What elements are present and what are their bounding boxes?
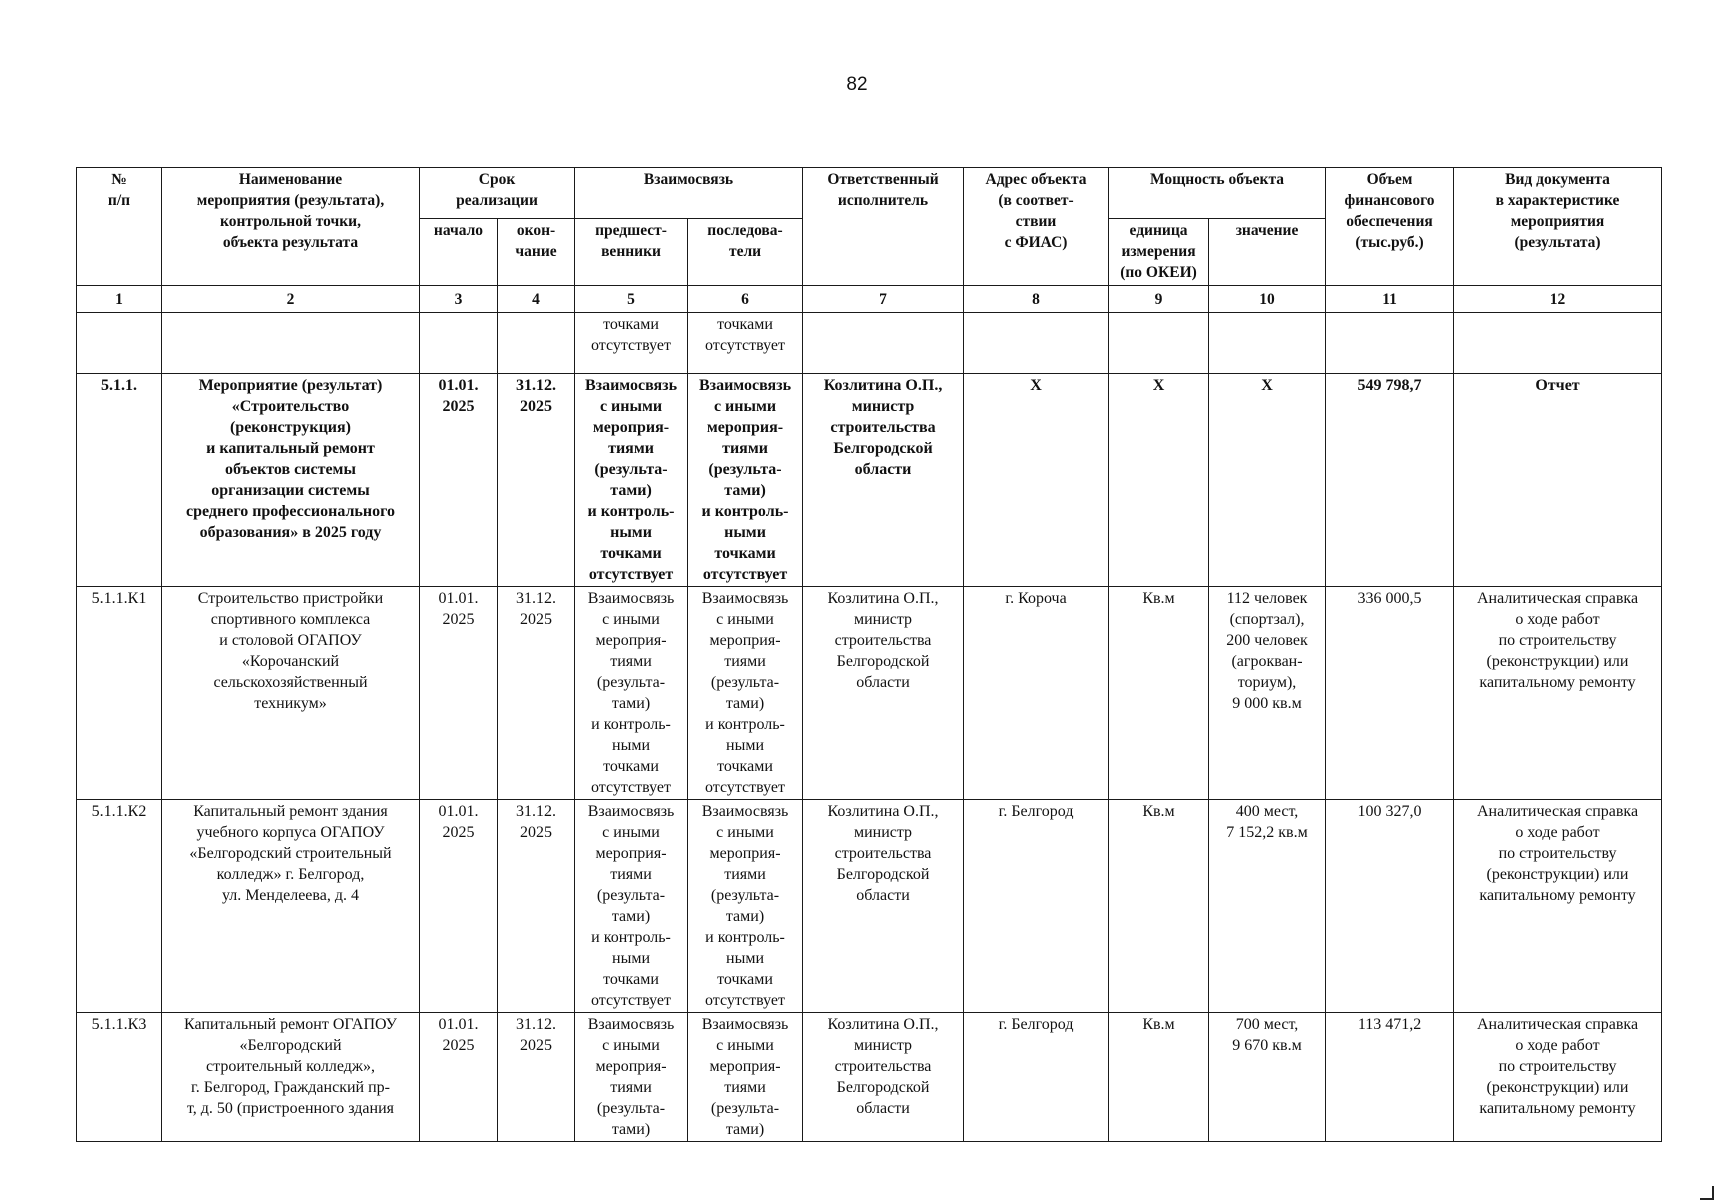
page-number: 82 [846,74,868,95]
row-responsible: Козлитина О.П., министр строительства Белгородской области [803,1013,964,1142]
row-value: 112 человек (спортзал), 200 человек (агрокван- ториум), 9 000 кв.м [1209,587,1326,800]
row-finance: 100 327,0 [1326,800,1454,1013]
row-finance: 549 798,7 [1326,374,1454,587]
row-document: Отчет [1454,374,1662,587]
row-end: 31.12. 2025 [498,800,575,1013]
row-successors: Взаимосвязь с иными мероприя- тиями (результа- тами) и контроль- ными точками отсутствует [688,587,803,800]
column-number: 10 [1209,286,1326,313]
row-number: 5.1.1. [77,374,162,587]
table-row [77,374,1662,587]
row-unit: Кв.м [1109,800,1209,1013]
table-row [77,587,1662,800]
column-number: 9 [1109,286,1209,313]
row-unit: Х [1109,374,1209,587]
header-unit: единица измерения (по ОКЕИ) [1109,219,1209,286]
row-value: Х [1209,374,1326,587]
column-number: 3 [420,286,498,313]
row-end: 31.12. 2025 [498,1013,575,1142]
row-address: Х [964,374,1109,587]
header-term: Срок реализации [420,168,575,219]
row-start: 01.01. 2025 [420,1013,498,1142]
row-number: 5.1.1.К1 [77,587,162,800]
column-numbers-row [77,286,1662,313]
header-responsible: Ответственный исполнитель [803,168,964,286]
row-document: Аналитическая справка о ходе работ по строительству (реконструкции) или капитальному ремонту [1454,1013,1662,1142]
row-predecessors: Взаимосвязь с иными мероприя- тиями (результа- тами) и контроль- ными точками отсутствует [575,800,688,1013]
column-number: 8 [964,286,1109,313]
row-successors: Взаимосвязь с иными мероприя- тиями (результа- тами) [688,1013,803,1142]
header-link: Взаимосвязь [575,168,803,219]
row-unit: Кв.м [1109,1013,1209,1142]
row-unit: Кв.м [1109,587,1209,800]
row-responsible: Козлитина О.П., министр строительства Белгородской области [803,587,964,800]
table-row [77,800,1662,1013]
row-number: 5.1.1.К3 [77,1013,162,1142]
header-successors: последова- тели [688,219,803,286]
column-number: 11 [1326,286,1454,313]
continuation-successors: точками отсутствует [688,313,803,374]
plan-table [76,167,1662,1142]
row-address: г. Белгород [964,1013,1109,1142]
row-end: 31.12. 2025 [498,587,575,800]
row-end: 31.12. 2025 [498,374,575,587]
row-address: г. Короча [964,587,1109,800]
row-document: Аналитическая справка о ходе работ по строительству (реконструкции) или капитальному ремонту [1454,587,1662,800]
header-predecessors: предшест- венники [575,219,688,286]
row-responsible: Козлитина О.П., министр строительства Белгородской области [803,800,964,1013]
row-name: Строительство пристройки спортивного комплекса и столовой ОГАПОУ «Корочанский сельскохозяйственный техникум» [162,587,420,800]
row-predecessors: Взаимосвязь с иными мероприя- тиями (результа- тами) и контроль- ными точками отсутствует [575,374,688,587]
row-number: 5.1.1.К2 [77,800,162,1013]
header-num: № п/п [77,168,162,286]
row-finance: 113 471,2 [1326,1013,1454,1142]
row-value: 700 мест, 9 670 кв.м [1209,1013,1326,1142]
row-address: г. Белгород [964,800,1109,1013]
header-finance: Объем финансового обеспечения (тыс.руб.) [1326,168,1454,286]
row-name: Капитальный ремонт здания учебного корпуса ОГАПОУ «Белгородский строительный колледж» г. Белгород, ул. Менделеева, д. 4 [162,800,420,1013]
column-number: 7 [803,286,964,313]
row-document: Аналитическая справка о ходе работ по строительству (реконструкции) или капитальному ремонту [1454,800,1662,1013]
row-responsible: Козлитина О.П., министр строительства Белгородской области [803,374,964,587]
scan-edge-mark [1700,1186,1714,1200]
header-document: Вид документа в характеристике мероприятия (результата) [1454,168,1662,286]
header-capacity: Мощность объекта [1109,168,1326,219]
column-number: 5 [575,286,688,313]
column-number: 2 [162,286,420,313]
header-value: значение [1209,219,1326,286]
row-successors: Взаимосвязь с иными мероприя- тиями (результа- тами) и контроль- ными точками отсутствует [688,374,803,587]
row-start: 01.01. 2025 [420,374,498,587]
row-predecessors: Взаимосвязь с иными мероприя- тиями (результа- тами) [575,1013,688,1142]
header-end: окон- чание [498,219,575,286]
header-name: Наименование мероприятия (результата), контрольной точки, объекта результата [162,168,420,286]
column-number: 1 [77,286,162,313]
continuation-row [77,313,1662,374]
row-successors: Взаимосвязь с иными мероприя- тиями (результа- тами) и контроль- ными точками отсутствует [688,800,803,1013]
row-value: 400 мест, 7 152,2 кв.м [1209,800,1326,1013]
row-predecessors: Взаимосвязь с иными мероприя- тиями (результа- тами) и контроль- ными точками отсутствует [575,587,688,800]
table-row [77,1013,1662,1142]
row-start: 01.01. 2025 [420,587,498,800]
column-number: 4 [498,286,575,313]
row-finance: 336 000,5 [1326,587,1454,800]
header-start: начало [420,219,498,286]
header-row-1 [77,168,1662,219]
row-start: 01.01. 2025 [420,800,498,1013]
row-name: Капитальный ремонт ОГАПОУ «Белгородский строительный колледж», г. Белгород, Гражданский пр- т, д. 50 (пристроенного здания [162,1013,420,1142]
row-name: Мероприятие (результат) «Строительство (реконструкция) и капитальный ремонт объектов системы организации системы среднего профессионального образования» в 2025 году [162,374,420,587]
header-address: Адрес объекта (в соответ- ствии с ФИАС) [964,168,1109,286]
column-number: 6 [688,286,803,313]
column-number: 12 [1454,286,1662,313]
continuation-predecessors: точками отсутствует [575,313,688,374]
